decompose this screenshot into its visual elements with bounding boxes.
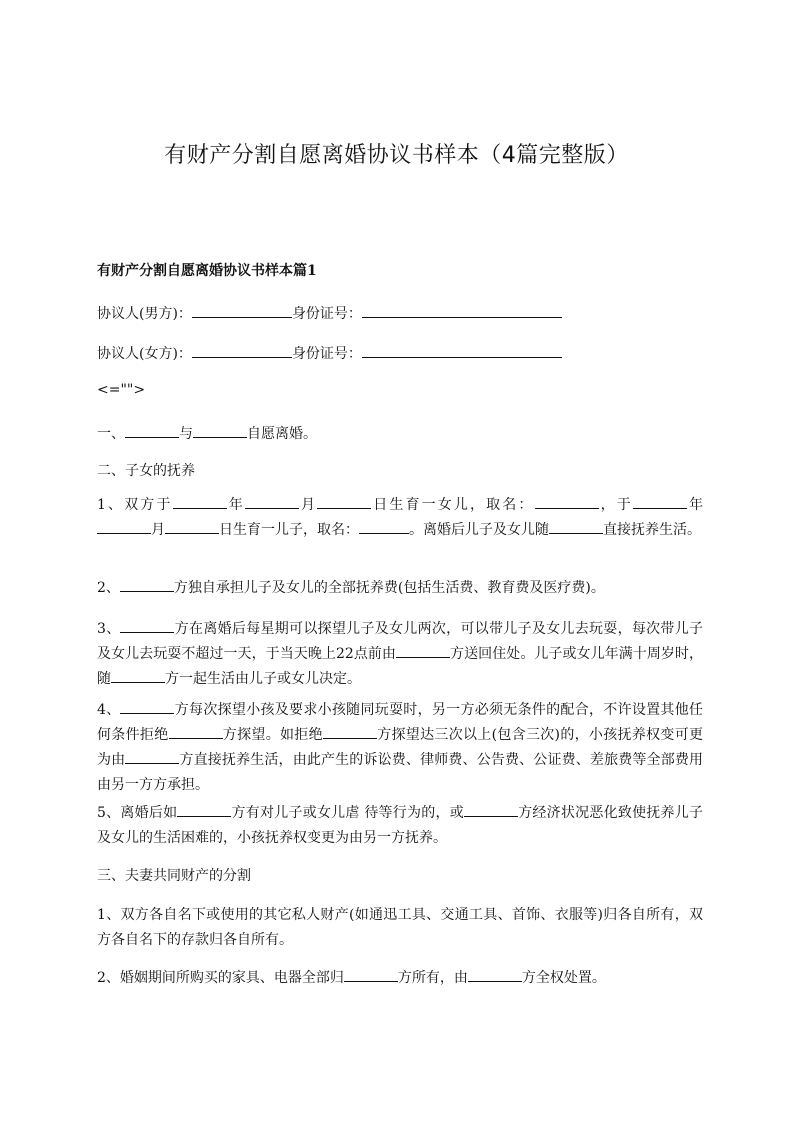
blank: [120, 578, 174, 592]
id-label: 身份证号：: [291, 306, 362, 322]
text: 方送回住处。儿子或女儿年满十周岁时，随: [97, 646, 703, 687]
text: 2、: [97, 580, 120, 596]
blank: [317, 495, 371, 509]
party-male-line: [97, 304, 562, 322]
text: 月: [298, 497, 318, 513]
text: 方每次探望小孩及要求小孩随同玩耍时，另一方必须无条件的配合，不许设置其他任何条件拒绝: [97, 702, 703, 743]
section-heading: 有财产分割自愿离婚协议书样本篇1: [97, 263, 317, 279]
party-male-id-blank: [362, 304, 562, 318]
blank: [177, 803, 231, 817]
item-2-heading: 二、子女的抚养: [97, 463, 195, 479]
party-male-name-blank: [192, 304, 292, 318]
blank: [165, 520, 219, 534]
blank: [549, 520, 603, 534]
item-1-mid: 与: [179, 426, 193, 442]
text: 方经济状况恶化致使抚养儿子及女儿的生活困难的，小孩抚养权变更为由另一方抚养。: [97, 805, 703, 846]
text: 直接: [603, 522, 631, 538]
party-female-id-blank: [362, 344, 562, 358]
text: 2、婚姻期间所购买的家具、电器全部归: [97, 970, 344, 986]
text: ，于: [598, 497, 633, 513]
blank: [468, 968, 522, 982]
blank: [535, 495, 599, 509]
blank: [396, 644, 450, 658]
stray-markup: <="">: [97, 382, 146, 398]
document-title: 有财产分割自愿离婚协议书样本（4篇完整版）: [164, 143, 629, 168]
blank: [344, 968, 398, 982]
text: 方全权处置。: [521, 970, 606, 986]
item-1-suffix: 自愿离婚。: [247, 426, 317, 442]
text: 方探望达三次以上(包含三次)的，小孩抚养权变可更为由: [97, 727, 704, 768]
blank: [97, 520, 151, 534]
text: 方一起生活由儿子或女儿决定。: [165, 671, 361, 687]
paragraph-2-1: [97, 493, 703, 543]
text: 方有对儿子或女儿虐 待等行为的，或: [231, 805, 464, 821]
paragraph-2-5: [97, 801, 703, 851]
party-female-line: [97, 344, 562, 362]
party-female-label: 协议人(女方)：: [97, 346, 192, 362]
text: 5、离婚后如: [97, 805, 178, 821]
text: 年: [226, 497, 245, 513]
blank: [245, 495, 299, 509]
text: 方在离婚后每星期可以探望儿子及女儿两次，可以带儿子及女儿去玩耍，每次带儿子及女儿去玩耍不超过一天，于当天晚上22点前由: [97, 621, 703, 662]
item-3-heading: 三、夫妻共同财产的分割: [97, 868, 251, 884]
item-1: [97, 424, 317, 442]
text: 日生育一女儿，取名：: [371, 497, 535, 513]
text: 1、双方于: [97, 497, 173, 513]
text: 3、: [97, 621, 121, 637]
party-male-label: 协议人(男方)：: [97, 306, 192, 322]
id-label: 身份证号：: [291, 346, 362, 362]
paragraph-2-3: [97, 617, 703, 692]
blank: [120, 619, 174, 633]
text: 方直接抚养生活，由此产生的诉讼费、律师费、公告费、公证费、差旅费等全部费用由另一方方承担。: [97, 752, 704, 793]
blank: [359, 520, 409, 534]
blank: [173, 495, 227, 509]
text: 抚养生活。: [631, 522, 701, 538]
blank: [125, 424, 179, 438]
blank: [111, 669, 165, 683]
item-1-prefix: 一、: [97, 426, 125, 442]
paragraph-2-2: [97, 576, 703, 601]
paragraph-2-4: [97, 698, 703, 798]
text: 月: [151, 522, 165, 538]
blank: [633, 495, 687, 509]
text: 方独自承担儿子及女儿的全部抚养费(包括生活费、教育费及医疗费)。: [173, 580, 605, 596]
blank: [193, 424, 247, 438]
party-female-name-blank: [192, 344, 292, 358]
text: 年: [686, 497, 704, 513]
text: 日生育一儿子，取名：: [219, 522, 359, 538]
paragraph-3-2: [97, 966, 703, 991]
blank: [464, 803, 518, 817]
paragraph-3-1: 1、双方各自名下或使用的其它私人财产(如通迅工具、交通工具、首饰、衣服等)归各自所有，双方各自名下的存款归各自所有。: [97, 907, 703, 948]
text: 4、: [97, 702, 121, 718]
blank: [125, 750, 179, 764]
blank: [323, 725, 377, 739]
text: 方探望。如拒绝: [222, 727, 323, 743]
blank: [169, 725, 223, 739]
text: 方所有，由: [397, 970, 468, 986]
text: 。离婚后儿子及女儿随: [409, 522, 549, 538]
blank: [120, 700, 174, 714]
